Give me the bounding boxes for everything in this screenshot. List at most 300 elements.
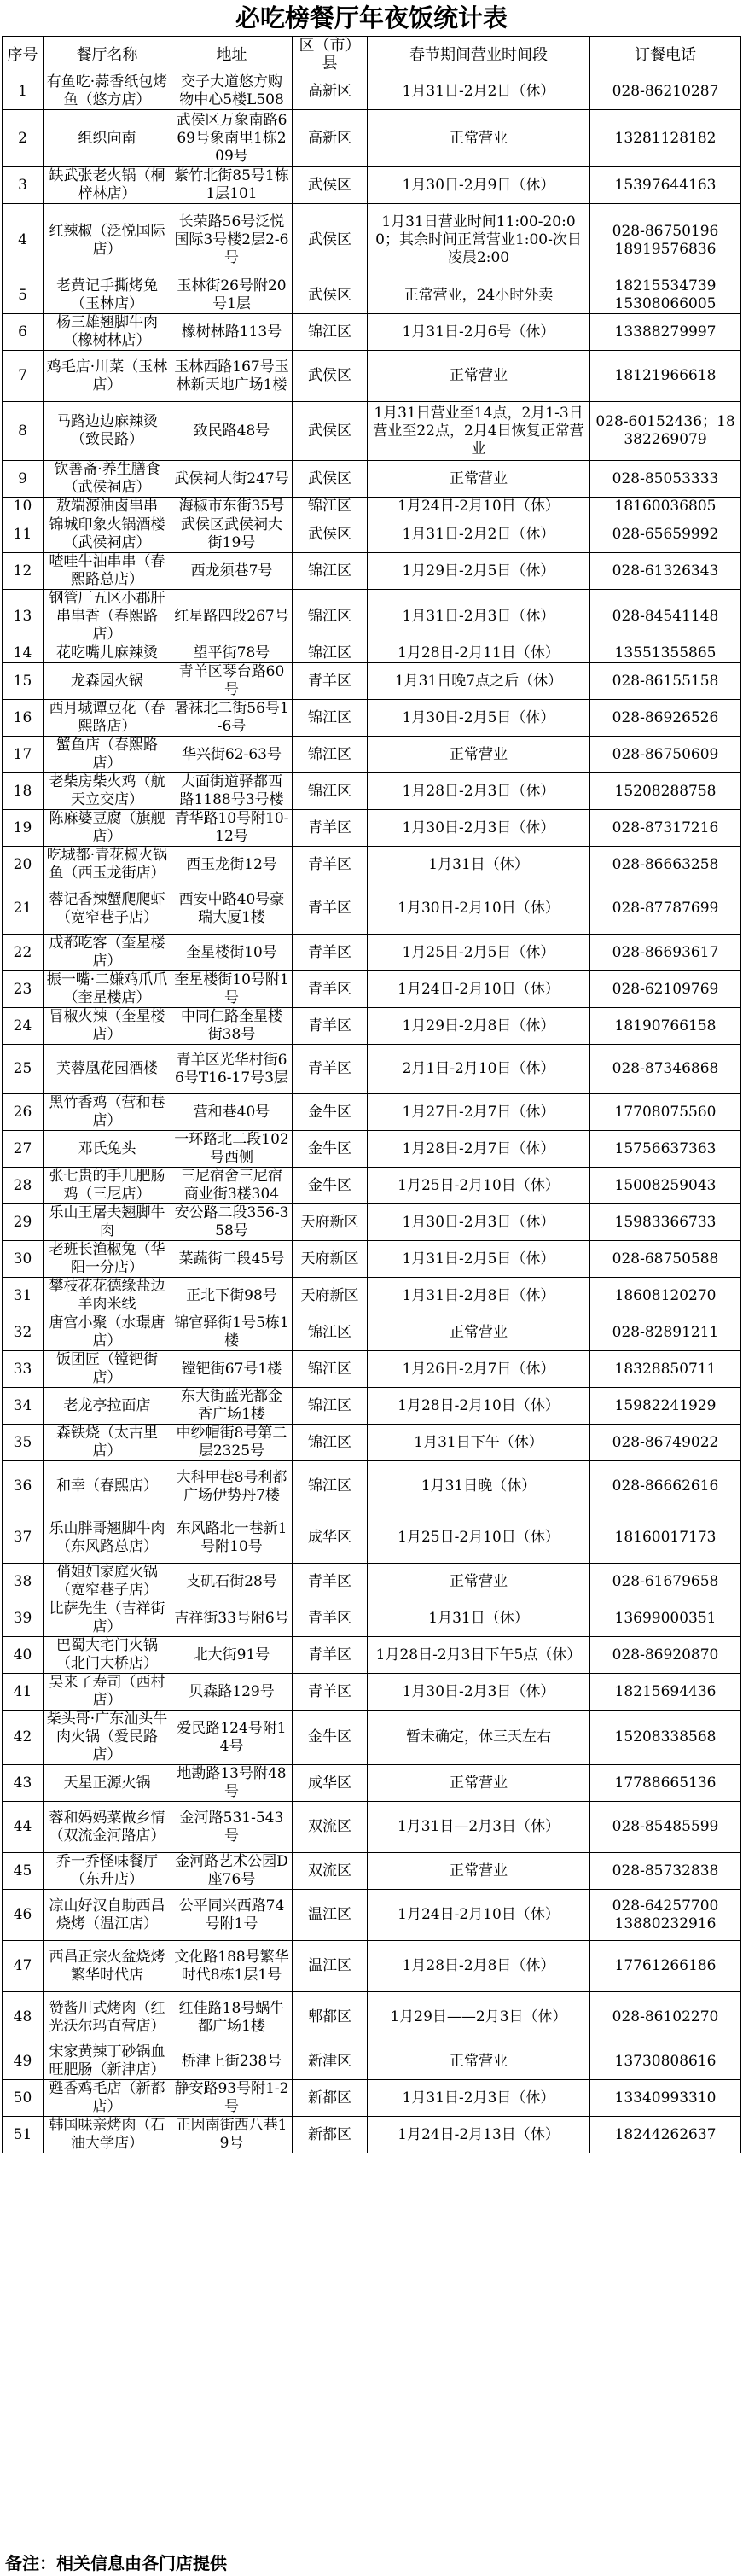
table-row — [3, 277, 741, 314]
cell-district: 天府新区 — [293, 1278, 368, 1314]
table-row — [3, 737, 741, 773]
cell-address: 支矶石街28号 — [171, 1564, 293, 1600]
cell-phone: 028-86155158 — [590, 663, 741, 700]
header-hours: 春节期间营业时间段 — [368, 37, 590, 73]
cell-address: 长荣路56号泛悦国际3号楼2层2-6号 — [171, 204, 293, 277]
cell-hours: 1月27日-2月7日（休） — [368, 1094, 590, 1131]
cell-phone: 18190766158 — [590, 1008, 741, 1045]
cell-number: 44 — [3, 1802, 44, 1853]
cell-address: 三尼宿舍三尼宿商业街3楼304 — [171, 1168, 293, 1204]
cell-phone: 18121966618 — [590, 351, 741, 402]
cell-hours: 正常营业 — [368, 110, 590, 167]
cell-hours: 1月28日-2月10日（休） — [368, 1388, 590, 1425]
cell-name: 马路边边麻辣烫（致民路） — [44, 402, 171, 461]
cell-name: 张七贵的手儿肥肠鸡（三尼店） — [44, 1168, 171, 1204]
table-row — [3, 590, 741, 644]
cell-hours: 1月28日-2月7日（休） — [368, 1131, 590, 1168]
cell-district: 锦江区 — [293, 314, 368, 351]
cell-district: 青羊区 — [293, 663, 368, 700]
cell-number: 13 — [3, 590, 44, 644]
cell-number: 8 — [3, 402, 44, 461]
table-row — [3, 1168, 741, 1204]
cell-name: 花吃嘴儿麻辣烫 — [44, 644, 171, 663]
table-row — [3, 644, 741, 663]
cell-phone: 028-86102270 — [590, 1992, 741, 2043]
cell-address: 中同仁路奎星楼街38号 — [171, 1008, 293, 1045]
cell-hours: 正常营业，24小时外卖 — [368, 277, 590, 314]
header-no: 序号 — [3, 37, 44, 73]
cell-name: 邓氏兔头 — [44, 1131, 171, 1168]
cell-phone: 028-65659992 — [590, 516, 741, 553]
cell-name: 和幸（春熙店） — [44, 1461, 171, 1512]
cell-district: 武侯区 — [293, 402, 368, 461]
cell-address: 海椒市东街35号 — [171, 498, 293, 516]
cell-district: 锦江区 — [293, 737, 368, 773]
table-row — [3, 402, 741, 461]
cell-hours: 1月31日晚（休） — [368, 1461, 590, 1512]
cell-number: 20 — [3, 847, 44, 883]
cell-district: 温江区 — [293, 1890, 368, 1941]
cell-phone: 028-87787699 — [590, 883, 741, 935]
cell-phone: 13699000351 — [590, 1600, 741, 1637]
header-name: 餐厅名称 — [44, 37, 171, 73]
cell-hours: 1月31日营业至14点，2月1-3日营业至22点，2月4日恢复正常营业 — [368, 402, 590, 461]
table-row — [3, 1564, 741, 1600]
cell-district: 锦江区 — [293, 700, 368, 737]
cell-phone: 028-86920870 — [590, 1637, 741, 1674]
cell-number: 43 — [3, 1765, 44, 1802]
cell-number: 19 — [3, 810, 44, 847]
cell-address: 武侯祠大街247号 — [171, 461, 293, 498]
cell-number: 21 — [3, 883, 44, 935]
cell-district: 高新区 — [293, 110, 368, 167]
cell-address: 菜蔬街二段45号 — [171, 1241, 293, 1278]
cell-hours: 1月28日-2月3日下午5点（休） — [368, 1637, 590, 1674]
cell-address: 东风路北一巷新1号附10号 — [171, 1512, 293, 1564]
table-row — [3, 167, 741, 204]
cell-name: 韩国味亲烤肉（石油大学店） — [44, 2117, 171, 2153]
cell-name: 凉山好汉自助西昌烧烤（温江店） — [44, 1890, 171, 1941]
cell-phone: 028-86693617 — [590, 935, 741, 971]
cell-hours: 1月24日-2月13日（休） — [368, 2117, 590, 2153]
cell-district: 天府新区 — [293, 1204, 368, 1241]
table-row — [3, 773, 741, 810]
cell-address: 镗钯街67号1楼 — [171, 1351, 293, 1388]
cell-district: 青羊区 — [293, 1564, 368, 1600]
cell-district: 青羊区 — [293, 1674, 368, 1711]
cell-number: 41 — [3, 1674, 44, 1711]
cell-name: 蓉记香辣蟹爬爬虾（宽窄巷子店） — [44, 883, 171, 935]
cell-name: 赞酱川式烤肉（红光沃尔玛直营店） — [44, 1992, 171, 2043]
cell-address: 红佳路18号蜗牛都广场1楼 — [171, 1992, 293, 2043]
cell-number: 7 — [3, 351, 44, 402]
table-row — [3, 847, 741, 883]
cell-name: 喳哇牛油串串（春熙路总店） — [44, 553, 171, 590]
table-row — [3, 1802, 741, 1853]
cell-name: 老柴房柴火鸡（航天立交店） — [44, 773, 171, 810]
cell-address: 西玉龙街12号 — [171, 847, 293, 883]
table-row — [3, 1890, 741, 1941]
cell-hours: 1月28日-2月8日（休） — [368, 1941, 590, 1992]
cell-phone: 028-61679658 — [590, 1564, 741, 1600]
cell-phone: 028-62109769 — [590, 971, 741, 1008]
cell-phone: 15208288758 — [590, 773, 741, 810]
table-row — [3, 2117, 741, 2153]
cell-name: 杨三雄翘脚牛肉（橡树林店） — [44, 314, 171, 351]
cell-address: 东大街蓝光都金香广场1楼 — [171, 1388, 293, 1425]
cell-number: 10 — [3, 498, 44, 516]
cell-district: 郫都区 — [293, 1992, 368, 2043]
table-row — [3, 351, 741, 402]
cell-hours: 1月28日-2月3日（休） — [368, 773, 590, 810]
cell-district: 双流区 — [293, 1853, 368, 1890]
cell-district: 新都区 — [293, 2080, 368, 2117]
cell-hours: 1月31日-2月2日（休） — [368, 73, 590, 110]
table-row — [3, 1388, 741, 1425]
cell-name: 蓉和妈妈菜做乡情（双流金河路店） — [44, 1802, 171, 1853]
cell-address: 红星路四段267号 — [171, 590, 293, 644]
cell-district: 金牛区 — [293, 1094, 368, 1131]
cell-address: 武侯区万象南路669号象南里1栋209号 — [171, 110, 293, 167]
cell-phone: 18160017173 — [590, 1512, 741, 1564]
table-row — [3, 1131, 741, 1168]
cell-hours: 1月31日（休） — [368, 1600, 590, 1637]
cell-district: 成华区 — [293, 1512, 368, 1564]
cell-hours: 1月31日-2月6号（休） — [368, 314, 590, 351]
cell-number: 22 — [3, 935, 44, 971]
cell-number: 51 — [3, 2117, 44, 2153]
cell-district: 青羊区 — [293, 1008, 368, 1045]
cell-district: 温江区 — [293, 1941, 368, 1992]
cell-hours: 1月30日-2月3日（休） — [368, 810, 590, 847]
cell-number: 18 — [3, 773, 44, 810]
cell-district: 锦江区 — [293, 1314, 368, 1351]
table-row — [3, 516, 741, 553]
cell-district: 青羊区 — [293, 810, 368, 847]
cell-district: 武侯区 — [293, 351, 368, 402]
cell-phone: 028-85732838 — [590, 1853, 741, 1890]
cell-phone: 17788665136 — [590, 1765, 741, 1802]
table-row — [3, 1637, 741, 1674]
table-row — [3, 883, 741, 935]
cell-address: 西安中路40号豪瑞大厦1楼 — [171, 883, 293, 935]
cell-phone: 18215694436 — [590, 1674, 741, 1711]
cell-district: 新津区 — [293, 2043, 368, 2080]
cell-name: 成都吃客（奎星楼店） — [44, 935, 171, 971]
table-row — [3, 110, 741, 167]
cell-address: 青华路10号附10-12号 — [171, 810, 293, 847]
cell-number: 17 — [3, 737, 44, 773]
cell-phone: 15983366733 — [590, 1204, 741, 1241]
cell-number: 29 — [3, 1204, 44, 1241]
table-row — [3, 1425, 741, 1461]
cell-phone: 028-86210287 — [590, 73, 741, 110]
cell-number: 5 — [3, 277, 44, 314]
cell-name: 鸡毛店·川菜（玉林店） — [44, 351, 171, 402]
cell-address: 致民路48号 — [171, 402, 293, 461]
cell-address: 玉林街26号附20号1层 — [171, 277, 293, 314]
cell-phone: 13551355865 — [590, 644, 741, 663]
cell-phone: 18328850711 — [590, 1351, 741, 1388]
cell-name: 乐山王屠夫翘脚牛肉 — [44, 1204, 171, 1241]
cell-hours: 1月28日-2月11日（休） — [368, 644, 590, 663]
cell-name: 天星正源火锅 — [44, 1765, 171, 1802]
cell-phone: 15008259043 — [590, 1168, 741, 1204]
cell-hours: 暂未确定，休三天左右 — [368, 1711, 590, 1765]
table-row — [3, 1241, 741, 1278]
cell-district: 锦江区 — [293, 1388, 368, 1425]
cell-name: 芙蓉凰花园酒楼 — [44, 1045, 171, 1094]
cell-district: 青羊区 — [293, 1637, 368, 1674]
cell-number: 49 — [3, 2043, 44, 2080]
cell-phone: 028-87317216 — [590, 810, 741, 847]
cell-phone: 13281128182 — [590, 110, 741, 167]
cell-hours: 1月29日——2月3日（休） — [368, 1992, 590, 2043]
cell-district: 锦江区 — [293, 1351, 368, 1388]
cell-hours: 1月25日-2月5日（休） — [368, 935, 590, 971]
table-row — [3, 1461, 741, 1512]
cell-address: 地勘路13号附48号 — [171, 1765, 293, 1802]
cell-address: 金河路531-543号 — [171, 1802, 293, 1853]
cell-phone: 028-60152436；18382269079 — [590, 402, 741, 461]
table-row — [3, 498, 741, 516]
cell-address: 锦官驿街1号5栋1楼 — [171, 1314, 293, 1351]
cell-hours: 1月25日-2月10日（休） — [368, 1512, 590, 1564]
cell-name: 乐山胖哥翘脚牛肉（东风路总店） — [44, 1512, 171, 1564]
cell-hours: 1月26日-2月7日（休） — [368, 1351, 590, 1388]
cell-name: 组织向南 — [44, 110, 171, 167]
cell-phone: 13388279997 — [590, 314, 741, 351]
cell-name: 缺武张老火锅（桐梓林店） — [44, 167, 171, 204]
cell-hours: 1月31日-2月2日（休） — [368, 516, 590, 553]
table-row — [3, 1941, 741, 1992]
cell-address: 暑袜北二街56号1-6号 — [171, 700, 293, 737]
cell-district: 金牛区 — [293, 1131, 368, 1168]
cell-address: 武侯区武侯祠大街19号 — [171, 516, 293, 553]
cell-hours: 1月31日-2月8日（休） — [368, 1278, 590, 1314]
cell-name: 攀枝花花德缘盐边羊肉米线 — [44, 1278, 171, 1314]
table-row — [3, 971, 741, 1008]
cell-phone: 15208338568 — [590, 1711, 741, 1765]
cell-address: 北大街91号 — [171, 1637, 293, 1674]
cell-address: 华兴街62-63号 — [171, 737, 293, 773]
cell-phone: 028-86750609 — [590, 737, 741, 773]
cell-number: 39 — [3, 1600, 44, 1637]
cell-district: 锦江区 — [293, 1461, 368, 1512]
cell-number: 24 — [3, 1008, 44, 1045]
cell-phone: 028-86926526 — [590, 700, 741, 737]
cell-number: 27 — [3, 1131, 44, 1168]
cell-address: 中纱帽街8号第二层2325号 — [171, 1425, 293, 1461]
cell-hours: 1月25日-2月10日（休） — [368, 1168, 590, 1204]
cell-phone: 15982241929 — [590, 1388, 741, 1425]
cell-number: 35 — [3, 1425, 44, 1461]
cell-address: 西龙须巷7号 — [171, 553, 293, 590]
cell-number: 32 — [3, 1314, 44, 1351]
cell-district: 锦江区 — [293, 1425, 368, 1461]
cell-phone: 028-87346868 — [590, 1045, 741, 1094]
cell-name: 唐宫小聚（水璟唐店） — [44, 1314, 171, 1351]
cell-phone: 13340993310 — [590, 2080, 741, 2117]
cell-number: 31 — [3, 1278, 44, 1314]
cell-district: 锦江区 — [293, 553, 368, 590]
cell-hours: 1月31日-2月5日（休） — [368, 1241, 590, 1278]
cell-phone: 15756637363 — [590, 1131, 741, 1168]
cell-address: 爱民路124号附14号 — [171, 1711, 293, 1765]
cell-hours: 正常营业 — [368, 2043, 590, 2080]
header-address: 地址 — [171, 37, 293, 73]
cell-address: 紫竹北街85号1栋1层101 — [171, 167, 293, 204]
cell-address: 大科甲巷8号利都广场伊势丹7楼 — [171, 1461, 293, 1512]
cell-phone: 028-85053333 — [590, 461, 741, 498]
cell-name: 有鱼吃·蒜香纸包烤鱼（悠方店） — [44, 73, 171, 110]
cell-number: 3 — [3, 167, 44, 204]
table-row — [3, 935, 741, 971]
cell-hours: 1月29日-2月5日（休） — [368, 553, 590, 590]
cell-name: 巴蜀大宅门火锅（北门大桥店） — [44, 1637, 171, 1674]
table-row — [3, 73, 741, 110]
cell-address: 青羊区光华村街66号T16-17号3层 — [171, 1045, 293, 1094]
cell-hours: 正常营业 — [368, 1314, 590, 1351]
cell-hours: 正常营业 — [368, 1564, 590, 1600]
cell-number: 50 — [3, 2080, 44, 2117]
cell-district: 武侯区 — [293, 204, 368, 277]
cell-phone: 18244262637 — [590, 2117, 741, 2153]
table-row — [3, 2080, 741, 2117]
table-row — [3, 1204, 741, 1241]
cell-phone: 028-86749022 — [590, 1425, 741, 1461]
cell-number: 23 — [3, 971, 44, 1008]
cell-number: 30 — [3, 1241, 44, 1278]
cell-address: 文化路188号繁华时代8栋1层1号 — [171, 1941, 293, 1992]
cell-district: 新都区 — [293, 2117, 368, 2153]
cell-address: 一环路北二段102号西侧 — [171, 1131, 293, 1168]
table-row — [3, 1314, 741, 1351]
header-district: 区（市）县 — [293, 37, 368, 73]
cell-phone: 028-82891211 — [590, 1314, 741, 1351]
cell-district: 锦江区 — [293, 644, 368, 663]
cell-address: 玉林西路167号玉林新天地广场1楼 — [171, 351, 293, 402]
cell-hours: 1月31日晚7点之后（休） — [368, 663, 590, 700]
cell-phone: 028-84541148 — [590, 590, 741, 644]
cell-hours: 1月30日-2月10日（休） — [368, 883, 590, 935]
cell-phone: 18215534739 15308066005 — [590, 277, 741, 314]
cell-hours: 1月31日下午（休） — [368, 1425, 590, 1461]
cell-number: 26 — [3, 1094, 44, 1131]
cell-name: 西月城谭豆花（春熙路店） — [44, 700, 171, 737]
cell-district: 天府新区 — [293, 1241, 368, 1278]
cell-number: 2 — [3, 110, 44, 167]
cell-number: 16 — [3, 700, 44, 737]
cell-name: 饭团匠（镗钯街店） — [44, 1351, 171, 1388]
table-row — [3, 1512, 741, 1564]
table-row — [3, 2043, 741, 2080]
cell-name: 俏姐妇家庭火锅（宽窄巷子店） — [44, 1564, 171, 1600]
table-row — [3, 810, 741, 847]
table-row — [3, 204, 741, 277]
cell-name: 西昌正宗火盆烧烤繁华时代店 — [44, 1941, 171, 1992]
cell-district: 高新区 — [293, 73, 368, 110]
cell-number: 11 — [3, 516, 44, 553]
cell-address: 静安路93号附1-2号 — [171, 2080, 293, 2117]
page-title: 必吃榜餐厅年夜饭统计表 — [235, 3, 508, 32]
cell-number: 48 — [3, 1992, 44, 2043]
cell-number: 15 — [3, 663, 44, 700]
cell-name: 吃城都·青花椒火锅鱼（西玉龙街店） — [44, 847, 171, 883]
cell-number: 33 — [3, 1351, 44, 1388]
cell-hours: 1月31日-2月3日（休） — [368, 590, 590, 644]
table-row — [3, 553, 741, 590]
cell-phone: 13730808616 — [590, 2043, 741, 2080]
cell-hours: 1月30日-2月3日（休） — [368, 1204, 590, 1241]
cell-phone: 028-64257700 13880232916 — [590, 1890, 741, 1941]
cell-number: 9 — [3, 461, 44, 498]
cell-number: 36 — [3, 1461, 44, 1512]
cell-district: 武侯区 — [293, 516, 368, 553]
cell-hours: 1月29日-2月8日（休） — [368, 1008, 590, 1045]
table-row — [3, 1600, 741, 1637]
cell-hours: 正常营业 — [368, 461, 590, 498]
cell-name: 钦善斋·养生膳食（武侯祠店） — [44, 461, 171, 498]
cell-hours: 1月31日-2月3日（休） — [368, 2080, 590, 2117]
cell-number: 6 — [3, 314, 44, 351]
cell-name: 钢管厂五区小郡肝串串香（春熙路店） — [44, 590, 171, 644]
cell-name: 锦城印象火锅酒楼（武侯祠店） — [44, 516, 171, 553]
cell-number: 46 — [3, 1890, 44, 1941]
cell-phone: 17708075560 — [590, 1094, 741, 1131]
table-row — [3, 1094, 741, 1131]
cell-name: 龙森园火锅 — [44, 663, 171, 700]
cell-name: 老班长渔椒兔（华阳一分店） — [44, 1241, 171, 1278]
footer-note: 备注：相关信息由各门店提供 — [5, 2553, 227, 2573]
cell-address: 桥津上街238号 — [171, 2043, 293, 2080]
cell-district: 金牛区 — [293, 1711, 368, 1765]
table-row — [3, 461, 741, 498]
cell-district: 青羊区 — [293, 1600, 368, 1637]
table-row — [3, 1278, 741, 1314]
cell-hours: 1月31日—2月3日（休） — [368, 1802, 590, 1853]
cell-address: 正北下街98号 — [171, 1278, 293, 1314]
cell-district: 武侯区 — [293, 277, 368, 314]
cell-name: 宋家黄辣丁砂锅血旺肥肠（新津店） — [44, 2043, 171, 2080]
cell-address: 金河路艺术公园D座76号 — [171, 1853, 293, 1890]
cell-name: 黑竹香鸡（营和巷店） — [44, 1094, 171, 1131]
cell-district: 青羊区 — [293, 883, 368, 935]
cell-hours: 1月31日（休） — [368, 847, 590, 883]
cell-number: 34 — [3, 1388, 44, 1425]
cell-name: 柴头哥·广东汕头牛肉火锅（爱民路店） — [44, 1711, 171, 1765]
cell-hours: 1月24日-2月10日（休） — [368, 971, 590, 1008]
cell-phone: 17761266186 — [590, 1941, 741, 1992]
cell-hours: 正常营业 — [368, 1765, 590, 1802]
cell-address: 正因南街西八巷19号 — [171, 2117, 293, 2153]
cell-district: 双流区 — [293, 1802, 368, 1853]
cell-number: 12 — [3, 553, 44, 590]
cell-hours: 1月30日-2月9日（休） — [368, 167, 590, 204]
cell-hours: 正常营业 — [368, 351, 590, 402]
cell-phone: 028-86750196 18919576836 — [590, 204, 741, 277]
cell-address: 奎星楼街10号 — [171, 935, 293, 971]
cell-number: 45 — [3, 1853, 44, 1890]
cell-district: 青羊区 — [293, 1045, 368, 1094]
cell-number: 37 — [3, 1512, 44, 1564]
table-row — [3, 1008, 741, 1045]
cell-hours: 1月31日营业时间11:00-20:00；其余时间正常营业1:00-次日凌晨2:00 — [368, 204, 590, 277]
cell-district: 锦江区 — [293, 590, 368, 644]
cell-number: 47 — [3, 1941, 44, 1992]
cell-name: 振一嘴·二嫌鸡爪爪（奎星楼店） — [44, 971, 171, 1008]
table-row — [3, 1711, 741, 1765]
